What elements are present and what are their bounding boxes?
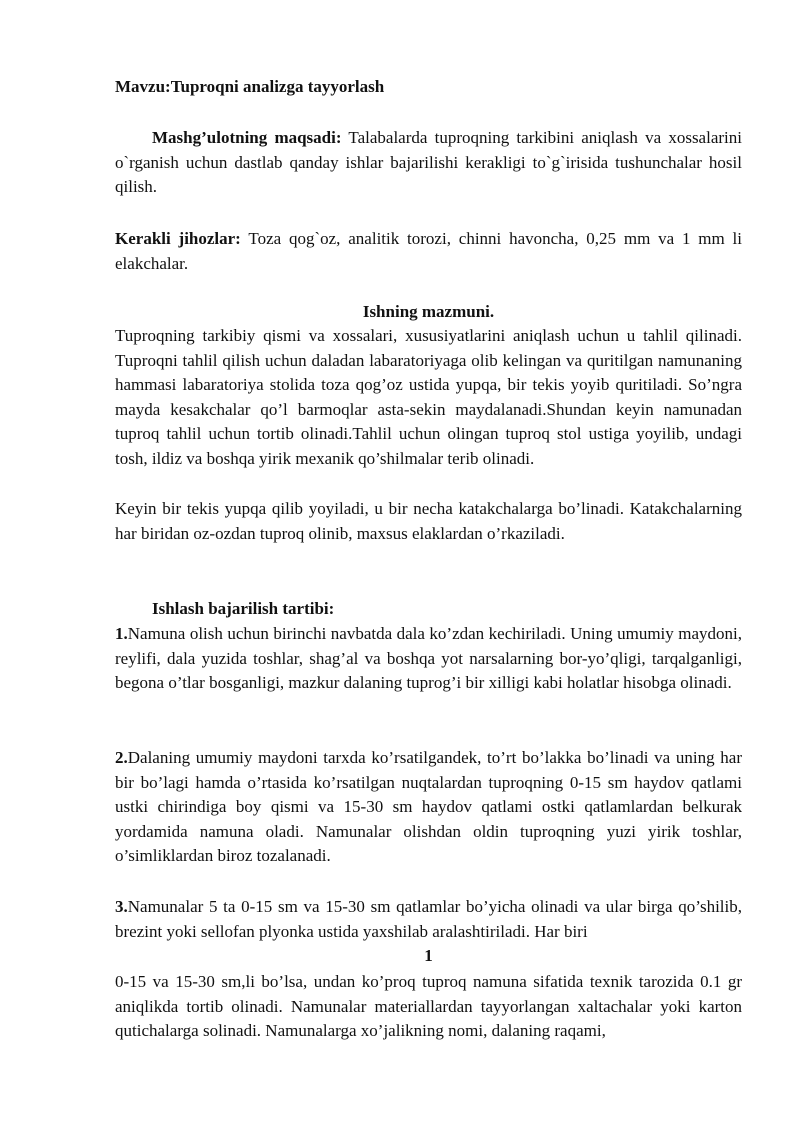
step-2-number: 2. [115,748,128,767]
document-title: Mavzu:Tuproqni analizga tayyorlash [115,77,385,96]
step-1 [115,622,742,696]
step-3-number: 3. [115,897,128,916]
equipment-label: Kerakli jihozlar: [115,229,241,248]
equipment-paragraph [115,227,742,276]
step-2-text: Dalaning umumiy maydoni tarxda ko’rsatilgandek, to’rt bo’lakka bo’linadi va uning har bir bo’lagi hamda o’rtasida ko’rsatilgan nuqtalardan tuproqning 0-15 sm haydov qatlami ustki chirindiga boy qismi va 15-30 sm haydov qatlami ostki qatlamlardan belkurak yordamida namuna oladi. Namunalar olishdan oldin tuproqning yuzi yirik toshlar, o’simliklardan biroz tozalanadi. [115,748,742,865]
purpose-label: Mashg’ulotning maqsadi: [152,128,342,147]
content-heading: Ishning mazmuni. [362,302,495,321]
purpose-text: Talabalarda tuproqning tarkibini aniqlash va xossalarini o`rganish uchun dastlab qanday ishlar bajarilishi kerakligi to`g`irisida tushunchalar hosil qilish. [115,128,742,196]
equipment-text: Toza qog`oz, analitik torozi, chinni havoncha, 0,25 mm va 1 mm li elakchalar. [115,229,743,273]
continuation-paragraph: 0-15 va 15-30 sm,li bo’lsa, undan ko’proq tuproq namuna sifatida texnik tarozida 0.1 gr aniqlikda tortib olinadi. Namunalar materiallardan tayyorlangan xaltachalar yoki karton qutichalarga solinadi. Namunalarga xo’jalikning nomi, dalaning raqami, [115,972,742,1040]
content-paragraph-1: Tuproqning tarkibiy qismi va xossalari, xususiyatlarini aniqlash uchun u tahlil qilinadi. Tuproqni tahlil qilish uchun daladan labaratoriyaga olib kelingan va quritilgan namunaning hammasi labaratoriya stolida toza qog’oz ustida yupqa, bir tekis yoyib quritiladi. So’ngra mayda kesakchalar qo’l barmoqlar asta-sekin maydalanadi.Shundan keyin namunadan tuproq tahlil uchun tortib olinadi.Tahlil uchun olingan tuproq stol ustiga yoyilib, undagi tosh, ildiz va boshqa yirik mexanik qo’shilmalar terib olinadi. [115,326,742,468]
step-3 [115,895,742,944]
step-1-text: Namuna olish uchun birinchi navbatda dala ko’zdan kechiriladi. Uning umumiy maydoni, reylifi, dala yuzida toshlar, shag’al va boshqa yot narsalarning bor-yo’qligi, tarqalganligi, begona o’tlar bosganligi, mazkur dalaning tuprog’i bir xilligi kabi holatlar hisobga olinadi. [115,624,742,692]
document-page [115,0,742,1131]
page-number: 1 [424,946,433,965]
purpose-paragraph [115,126,742,200]
content-paragraph-2: Keyin bir tekis yupqa qilib yoyiladi, u bir necha katakchalarga bo’linadi. Katakchalarning har biridan oz-ozdan tuproq olinib, maxsus elaklardan o’rkaziladi. [115,499,742,543]
step-2 [115,746,742,869]
step-3-text: Namunalar 5 ta 0-15 sm va 15-30 sm qatlamlar bo’yicha olinadi va ular birga qo’shilib, brezint yoki sellofan plyonka ustida yaxshilab aralashtiriladi. Har biri [115,897,742,941]
step-1-number: 1. [115,624,128,643]
procedure-heading: Ishlash bajarilish tartibi: [152,599,335,618]
